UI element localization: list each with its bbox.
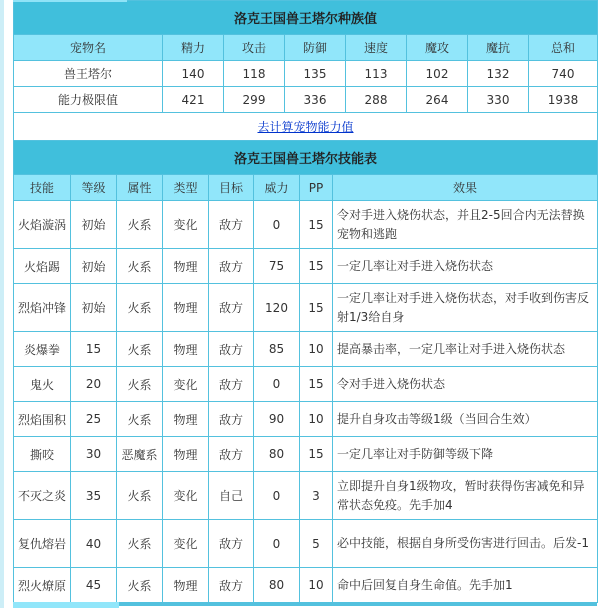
cell: 烈焰围积 <box>14 402 71 437</box>
skills-table-title: 洛克王国兽王塔尔技能表 <box>14 141 598 175</box>
cell: 物理 <box>163 568 209 603</box>
cell: 120 <box>254 284 300 332</box>
skills-table <box>13 140 598 603</box>
skill-row <box>14 284 598 332</box>
cell: 物理 <box>163 284 209 332</box>
cell: 敌方 <box>209 520 254 568</box>
header-attribute: 属性 <box>117 175 163 201</box>
cell-effect: 必中技能，根据自身所受伤害进行回击。后发-1 <box>333 520 598 568</box>
cell: 物理 <box>163 332 209 367</box>
cell: 10 <box>300 332 333 367</box>
cell-effect: 提升自身攻击等级1级（当回合生效） <box>333 402 598 437</box>
skill-row <box>14 520 598 568</box>
cell: 330 <box>468 87 529 113</box>
stats-title-row <box>14 1 598 35</box>
stats-row-base <box>14 61 598 87</box>
cell: 102 <box>407 61 468 87</box>
skill-row <box>14 249 598 284</box>
cell: 恶魔系 <box>117 437 163 472</box>
cell: 15 <box>300 249 333 284</box>
cell: 敌方 <box>209 332 254 367</box>
cell: 15 <box>300 284 333 332</box>
header-magic-attack: 魔攻 <box>407 35 468 61</box>
cell: 兽王塔尔 <box>14 61 163 87</box>
cell: 80 <box>254 568 300 603</box>
cell: 0 <box>254 472 300 520</box>
cell: 火系 <box>117 249 163 284</box>
cell: 敌方 <box>209 201 254 249</box>
cell: 火焰踢 <box>14 249 71 284</box>
cell: 复仇熔岩 <box>14 520 71 568</box>
cell: 140 <box>163 61 224 87</box>
skills-header-row <box>14 175 598 201</box>
cell: 35 <box>71 472 117 520</box>
cell: 10 <box>300 402 333 437</box>
header-hp: 精力 <box>163 35 224 61</box>
cell: 火系 <box>117 332 163 367</box>
cell: 85 <box>254 332 300 367</box>
cell: 0 <box>254 367 300 402</box>
skills-title-row <box>14 141 598 175</box>
cell: 敌方 <box>209 249 254 284</box>
cell: 132 <box>468 61 529 87</box>
cell: 敌方 <box>209 437 254 472</box>
cell: 烈火燎原 <box>14 568 71 603</box>
cell: 299 <box>224 87 285 113</box>
cell: 15 <box>300 437 333 472</box>
cell: 火系 <box>117 201 163 249</box>
cell: 变化 <box>163 520 209 568</box>
header-attack: 攻击 <box>224 35 285 61</box>
cell: 15 <box>71 332 117 367</box>
cell: 10 <box>300 568 333 603</box>
cell: 25 <box>71 402 117 437</box>
cell: 自己 <box>209 472 254 520</box>
skill-row <box>14 367 598 402</box>
cell: 变化 <box>163 201 209 249</box>
cell: 30 <box>71 437 117 472</box>
cell: 烈焰冲锋 <box>14 284 71 332</box>
cell-effect: 立即提升自身1级物攻，暂时获得伤害减免和异常状态免疫。先手加4 <box>333 472 598 520</box>
stats-row-max <box>14 87 598 113</box>
cell: 1938 <box>529 87 598 113</box>
cell-effect: 令对手进入烧伤状态 <box>333 367 598 402</box>
header-effect: 效果 <box>333 175 598 201</box>
cell: 物理 <box>163 249 209 284</box>
cell: 288 <box>346 87 407 113</box>
cell: 火系 <box>117 402 163 437</box>
cell: 撕咬 <box>14 437 71 472</box>
cell: 0 <box>254 201 300 249</box>
cell: 421 <box>163 87 224 113</box>
cell: 变化 <box>163 472 209 520</box>
cell-effect: 令对手进入烧伤状态，并且2-5回合内无法替换宠物和逃跑 <box>333 201 598 249</box>
skill-row <box>14 472 598 520</box>
cell: 90 <box>254 402 300 437</box>
bottom-tab-indicator <box>13 602 119 608</box>
cell-effect: 提高暴击率，一定几率让对手进入烧伤状态 <box>333 332 598 367</box>
cell: 敌方 <box>209 568 254 603</box>
cell: 敌方 <box>209 402 254 437</box>
skill-row <box>14 201 598 249</box>
cell-effect: 一定几率让对手进入烧伤状态，对手收到伤害反射1/3给自身 <box>333 284 598 332</box>
header-type: 类型 <box>163 175 209 201</box>
cell: 0 <box>254 520 300 568</box>
cell: 能力极限值 <box>14 87 163 113</box>
calc-link-row <box>14 113 598 141</box>
cell: 炎爆拳 <box>14 332 71 367</box>
pet-info-panel <box>13 0 597 603</box>
cell: 火系 <box>117 284 163 332</box>
cell: 敌方 <box>209 367 254 402</box>
header-pp: PP <box>300 175 333 201</box>
calc-ability-link[interactable]: 去计算宠物能力值 <box>257 120 354 134</box>
cell: 45 <box>71 568 117 603</box>
cell: 264 <box>407 87 468 113</box>
cell: 20 <box>71 367 117 402</box>
header-speed: 速度 <box>346 35 407 61</box>
cell: 火系 <box>117 568 163 603</box>
cell: 初始 <box>71 249 117 284</box>
cell: 15 <box>300 367 333 402</box>
cell: 火系 <box>117 367 163 402</box>
cell: 火系 <box>117 472 163 520</box>
cell: 物理 <box>163 437 209 472</box>
cell: 75 <box>254 249 300 284</box>
header-skill: 技能 <box>14 175 71 201</box>
stats-header-row <box>14 35 598 61</box>
cell: 敌方 <box>209 284 254 332</box>
header-magic-defense: 魔抗 <box>468 35 529 61</box>
cell: 不灭之炎 <box>14 472 71 520</box>
cell: 15 <box>300 201 333 249</box>
cell: 初始 <box>71 201 117 249</box>
skill-row <box>14 402 598 437</box>
cell: 113 <box>346 61 407 87</box>
cell: 336 <box>285 87 346 113</box>
cell-effect: 一定几率让对手进入烧伤状态 <box>333 249 598 284</box>
cell: 135 <box>285 61 346 87</box>
header-defense: 防御 <box>285 35 346 61</box>
cell: 鬼火 <box>14 367 71 402</box>
cell: 3 <box>300 472 333 520</box>
stats-table <box>13 0 598 141</box>
header-power: 威力 <box>254 175 300 201</box>
cell: 40 <box>71 520 117 568</box>
skill-row <box>14 332 598 367</box>
cell: 初始 <box>71 284 117 332</box>
cell: 5 <box>300 520 333 568</box>
header-total: 总和 <box>529 35 598 61</box>
cell: 火系 <box>117 520 163 568</box>
cell: 变化 <box>163 367 209 402</box>
header-level: 等级 <box>71 175 117 201</box>
cell: 740 <box>529 61 598 87</box>
header-pet-name: 宠物名 <box>14 35 163 61</box>
header-target: 目标 <box>209 175 254 201</box>
cell-effect: 一定几率让对手防御等级下降 <box>333 437 598 472</box>
cell: 火焰漩涡 <box>14 201 71 249</box>
cell-effect: 命中后回复自身生命值。先手加1 <box>333 568 598 603</box>
stats-table-title: 洛克王国兽王塔尔种族值 <box>14 1 598 35</box>
cell: 80 <box>254 437 300 472</box>
cell: 物理 <box>163 402 209 437</box>
skill-row <box>14 437 598 472</box>
cell: 118 <box>224 61 285 87</box>
left-border-strip <box>0 0 4 608</box>
skill-row <box>14 568 598 603</box>
top-tab-indicator <box>13 0 127 2</box>
